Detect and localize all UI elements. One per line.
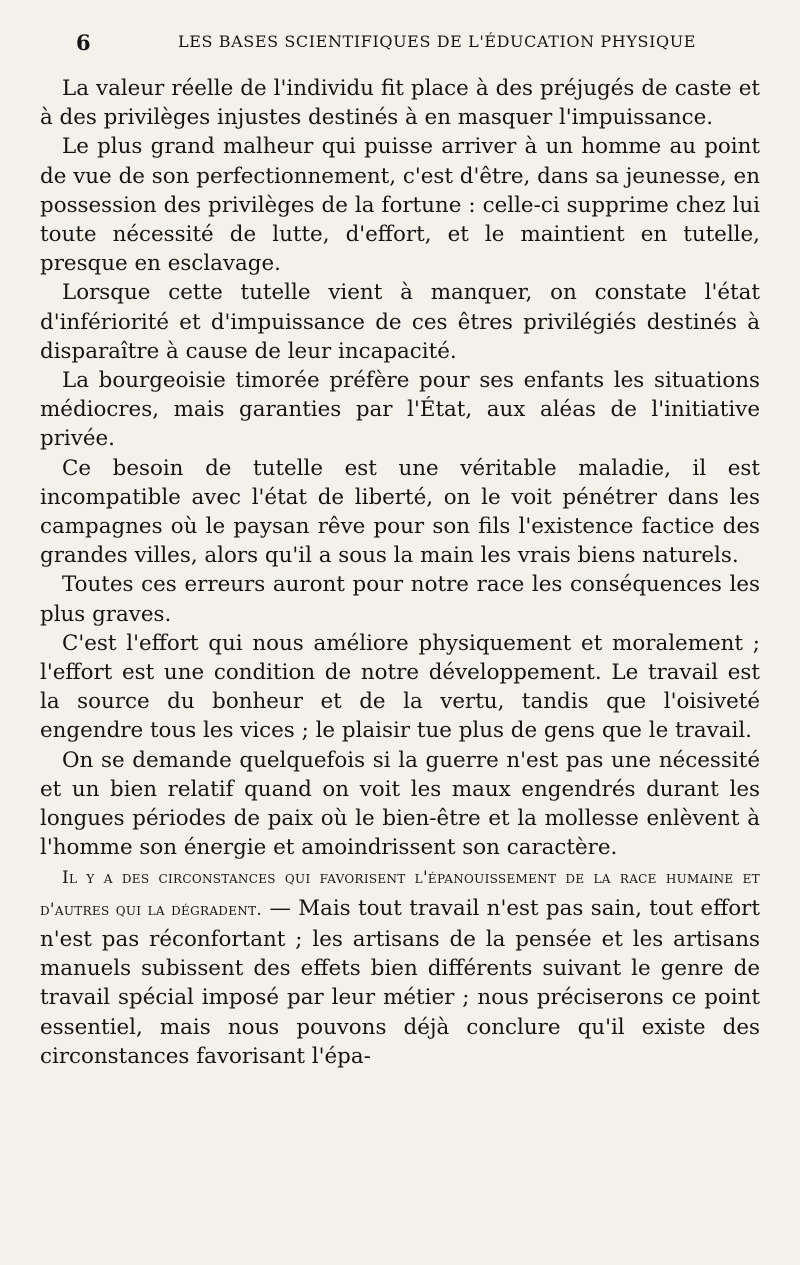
section-heading: Il y a des circonstances qui favorisent l'épanouissement de la race humaine et d'autres qui la dégradent.: [40, 868, 760, 920]
paragraph: Ce besoin de tutelle est une véritable maladie, il est incompatible avec l'état de liberté, on le voit pénétrer dans les campagnes où le paysan rêve pour son fils l'existence factice des grandes villes, alors qu'il a sous la main les vrais biens naturels.: [40, 455, 760, 569]
paragraph: Toutes ces erreurs auront pour notre race les conséquences les plus graves.: [40, 572, 760, 627]
body-text: [40, 74, 760, 1071]
page-number: 6: [76, 30, 91, 55]
paragraph: C'est l'effort qui nous améliore physiquement et moralement ; l'effort est une condition de notre développement. Le travail est la source du bonheur et de la vertu, tandis que l'oisiveté engendre tous les vices ; le plaisir tue plus de gens que le travail.: [40, 630, 760, 744]
section-text: — Mais tout travail n'est pas sain, tout effort n'est pas réconfortant ; les artisans de la pensée et les artisans manuels subissent des effets bien différents suivant le genre de travail spécial imposé par leur métier ; nous préciserons ce point essentiel, mais nous pouvons déjà conclure qu'il existe des circonstances favorisant l'épa-: [40, 895, 760, 1069]
paragraph: La valeur réelle de l'individu fit place à des préjugés de caste et à des privilèges injustes destinés à en masquer l'impuissance.: [40, 76, 760, 131]
section-paragraph: [40, 862, 760, 1070]
paragraph: Lorsque cette tutelle vient à manquer, on constate l'état d'infériorité et d'impuissance de ces êtres privilégiés destinés à disparaître à cause de leur incapacité.: [40, 280, 760, 364]
paragraph: La bourgeoisie timorée préfère pour ses enfants les situations médiocres, mais garanties par l'État, aux aléas de l'initiative privée.: [40, 368, 760, 452]
paragraph: On se demande quelquefois si la guerre n'est pas une nécessité et un bien relatif quand on voit les maux engendrés durant les longues périodes de paix où le bien-être et la mollesse enlèvent à l'homme son énergie et amoindrissent son caractère.: [40, 747, 760, 861]
running-title: LES BASES SCIENTIFIQUES DE L'ÉDUCATION PHYSIQUE: [178, 32, 697, 51]
paragraph: Le plus grand malheur qui puisse arriver à un homme au point de vue de son perfectionnement, c'est d'être, dans sa jeunesse, en possession des privilèges de la fortune : celle-ci supprime chez lui toute nécessité de lutte, d'effort, et le maintient en tutelle, presque en esclavage.: [40, 134, 760, 277]
running-head: [40, 0, 762, 60]
